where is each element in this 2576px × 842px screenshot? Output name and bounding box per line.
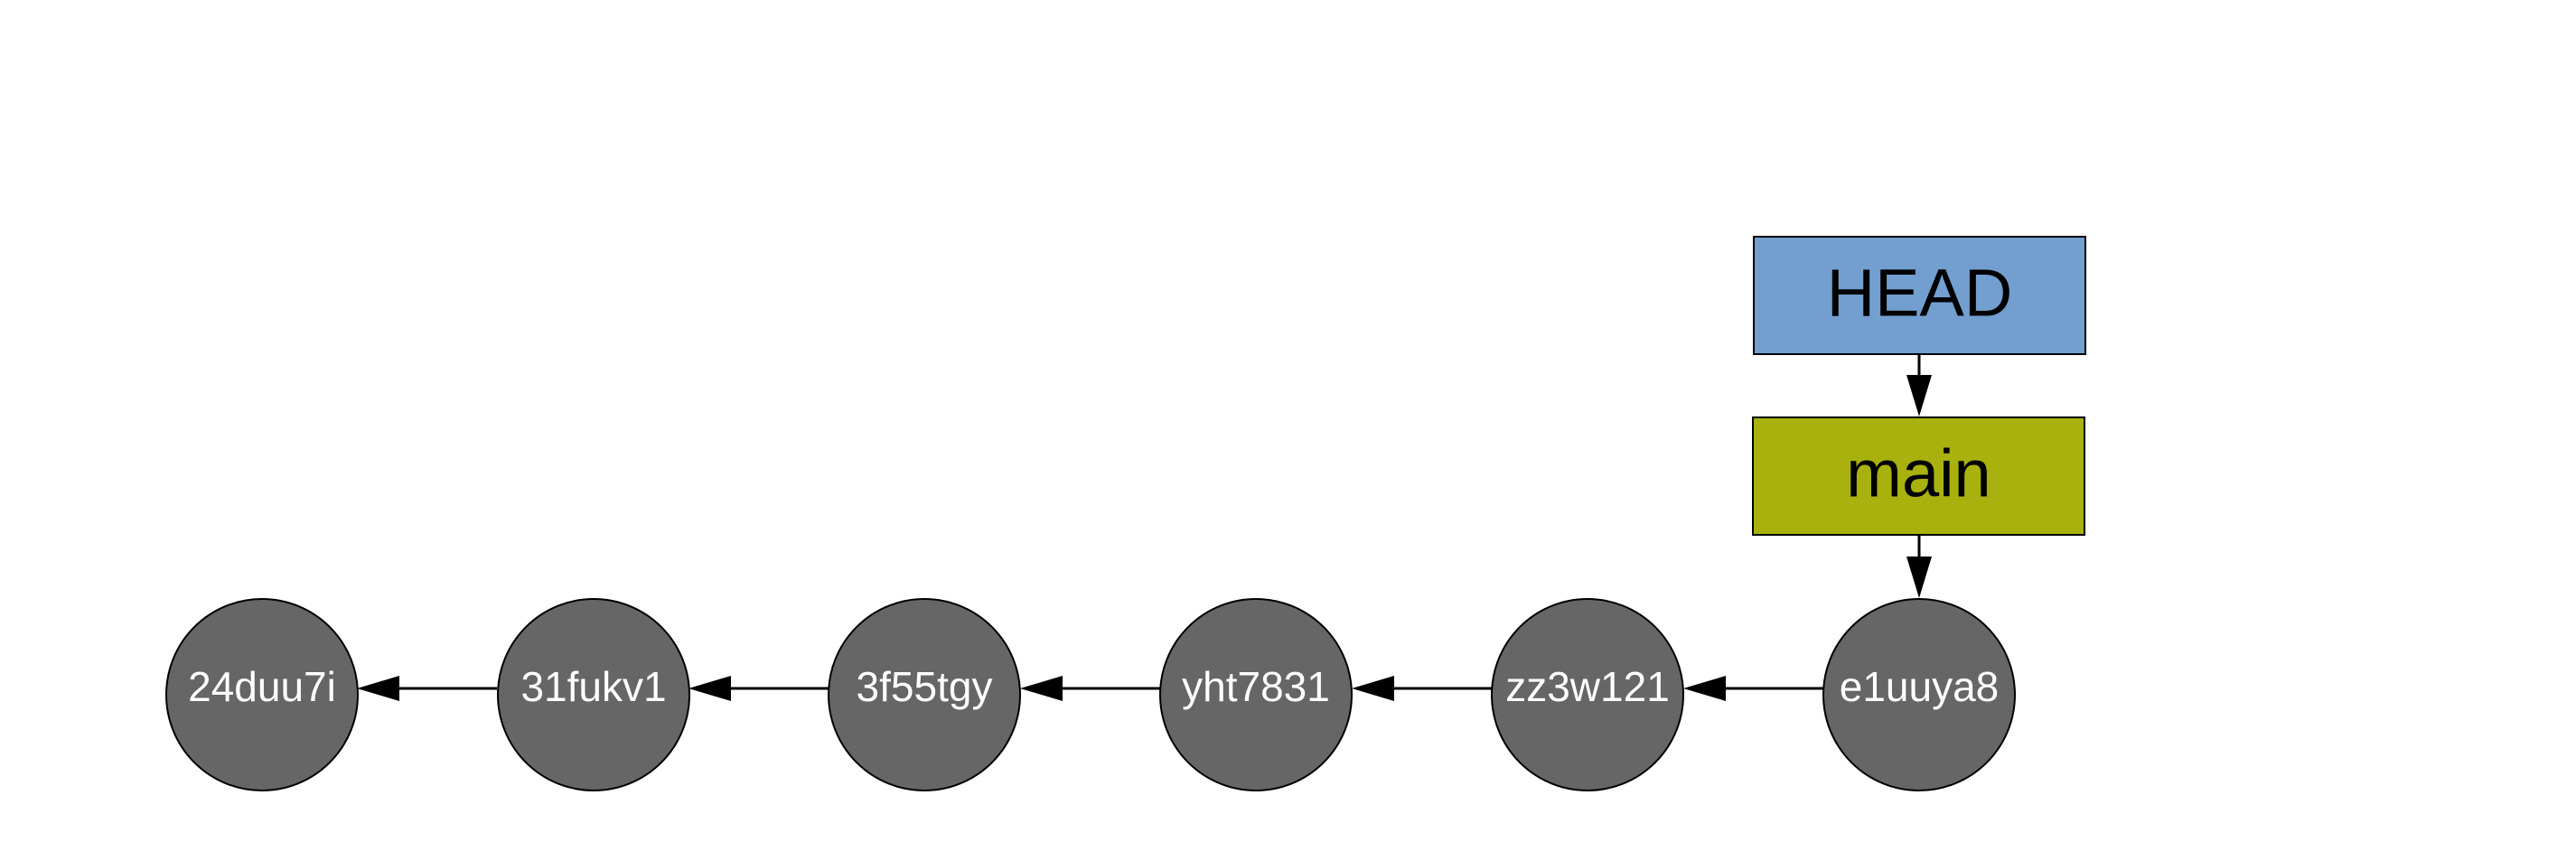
commit-node-head[interactable] xyxy=(1823,599,2015,791)
commit-hash: yht7831 xyxy=(1182,663,1330,711)
parent-arrow xyxy=(1020,676,1160,701)
head-ref-label: HEAD xyxy=(1826,255,2013,331)
branch-main-ref[interactable] xyxy=(1753,417,2084,535)
commit-hash: zz3w121 xyxy=(1505,663,1670,711)
commit-hash: 24duu7i xyxy=(188,663,336,711)
parent-arrow xyxy=(688,676,829,701)
parent-arrow xyxy=(357,676,497,701)
commit-node[interactable] xyxy=(1160,599,1352,791)
commit-node[interactable] xyxy=(166,599,358,791)
commit-hash: 3f55tgy xyxy=(856,663,993,711)
parent-arrow xyxy=(1683,676,1823,701)
branch-to-commit-arrow xyxy=(1906,535,1932,598)
commit-hash: 31fukv1 xyxy=(520,663,667,711)
commit-node[interactable] xyxy=(829,599,1020,791)
commit-node[interactable] xyxy=(1492,599,1683,791)
commit-node[interactable] xyxy=(498,599,689,791)
head-ref[interactable] xyxy=(1754,237,2085,354)
commit-hash: e1uuya8 xyxy=(1839,663,2000,711)
parent-arrow xyxy=(1352,676,1492,701)
branch-main-label: main xyxy=(1846,435,1991,511)
head-to-branch-arrow xyxy=(1906,354,1932,416)
